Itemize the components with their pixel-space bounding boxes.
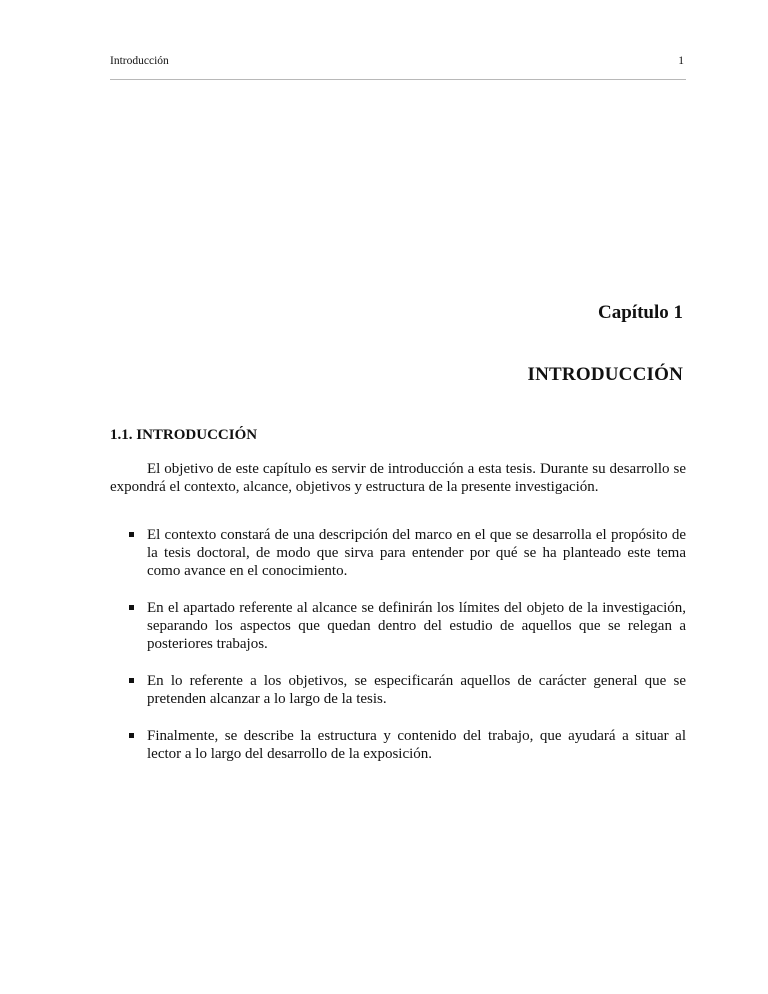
bullet-text: Finalmente, se describe la estructura y contenido del trabajo, que ayudará a situar al lector a lo largo del desarrollo de la exposición.: [147, 728, 686, 762]
bullet-text: El contexto constará de una descripción del marco en el que se desarrolla el propósito de la tesis doctoral, de modo que sirva para entender por qué se ha planteado este tema como avance en el conocimiento.: [147, 527, 686, 579]
running-title: Introducción: [110, 55, 169, 67]
bullet-text: En el apartado referente al alcance se definirán los límites del objeto de la investigación, separando los aspectos que quedan dentro del estudio de aquellos que se relegan a posteriores trabajos.: [147, 600, 686, 652]
chapter-title: INTRODUCCIÓN: [527, 364, 683, 385]
square-bullet-icon: [129, 532, 134, 537]
header-divider: [110, 79, 686, 80]
list-item: [110, 599, 686, 653]
square-bullet-icon: [129, 733, 134, 738]
intro-paragraph: El objetivo de este capítulo es servir de introducción a esta tesis. Durante su desarrollo se expondrá el contexto, alcance, objetivos y estructura de la presente investigación.: [110, 461, 686, 495]
chapter-number: Capítulo 1: [598, 302, 683, 323]
page-header: [110, 55, 686, 81]
square-bullet-icon: [129, 678, 134, 683]
bullet-text: En lo referente a los objetivos, se especificarán aquellos de carácter general que se pretenden alcanzar a lo largo de la tesis.: [147, 673, 686, 707]
list-item: [110, 672, 686, 708]
bullet-list: [110, 526, 686, 782]
page-number: 1: [678, 55, 684, 67]
list-item: [110, 526, 686, 580]
section-heading: 1.1. INTRODUCCIÓN: [110, 427, 258, 443]
square-bullet-icon: [129, 605, 134, 610]
list-item: [110, 727, 686, 763]
